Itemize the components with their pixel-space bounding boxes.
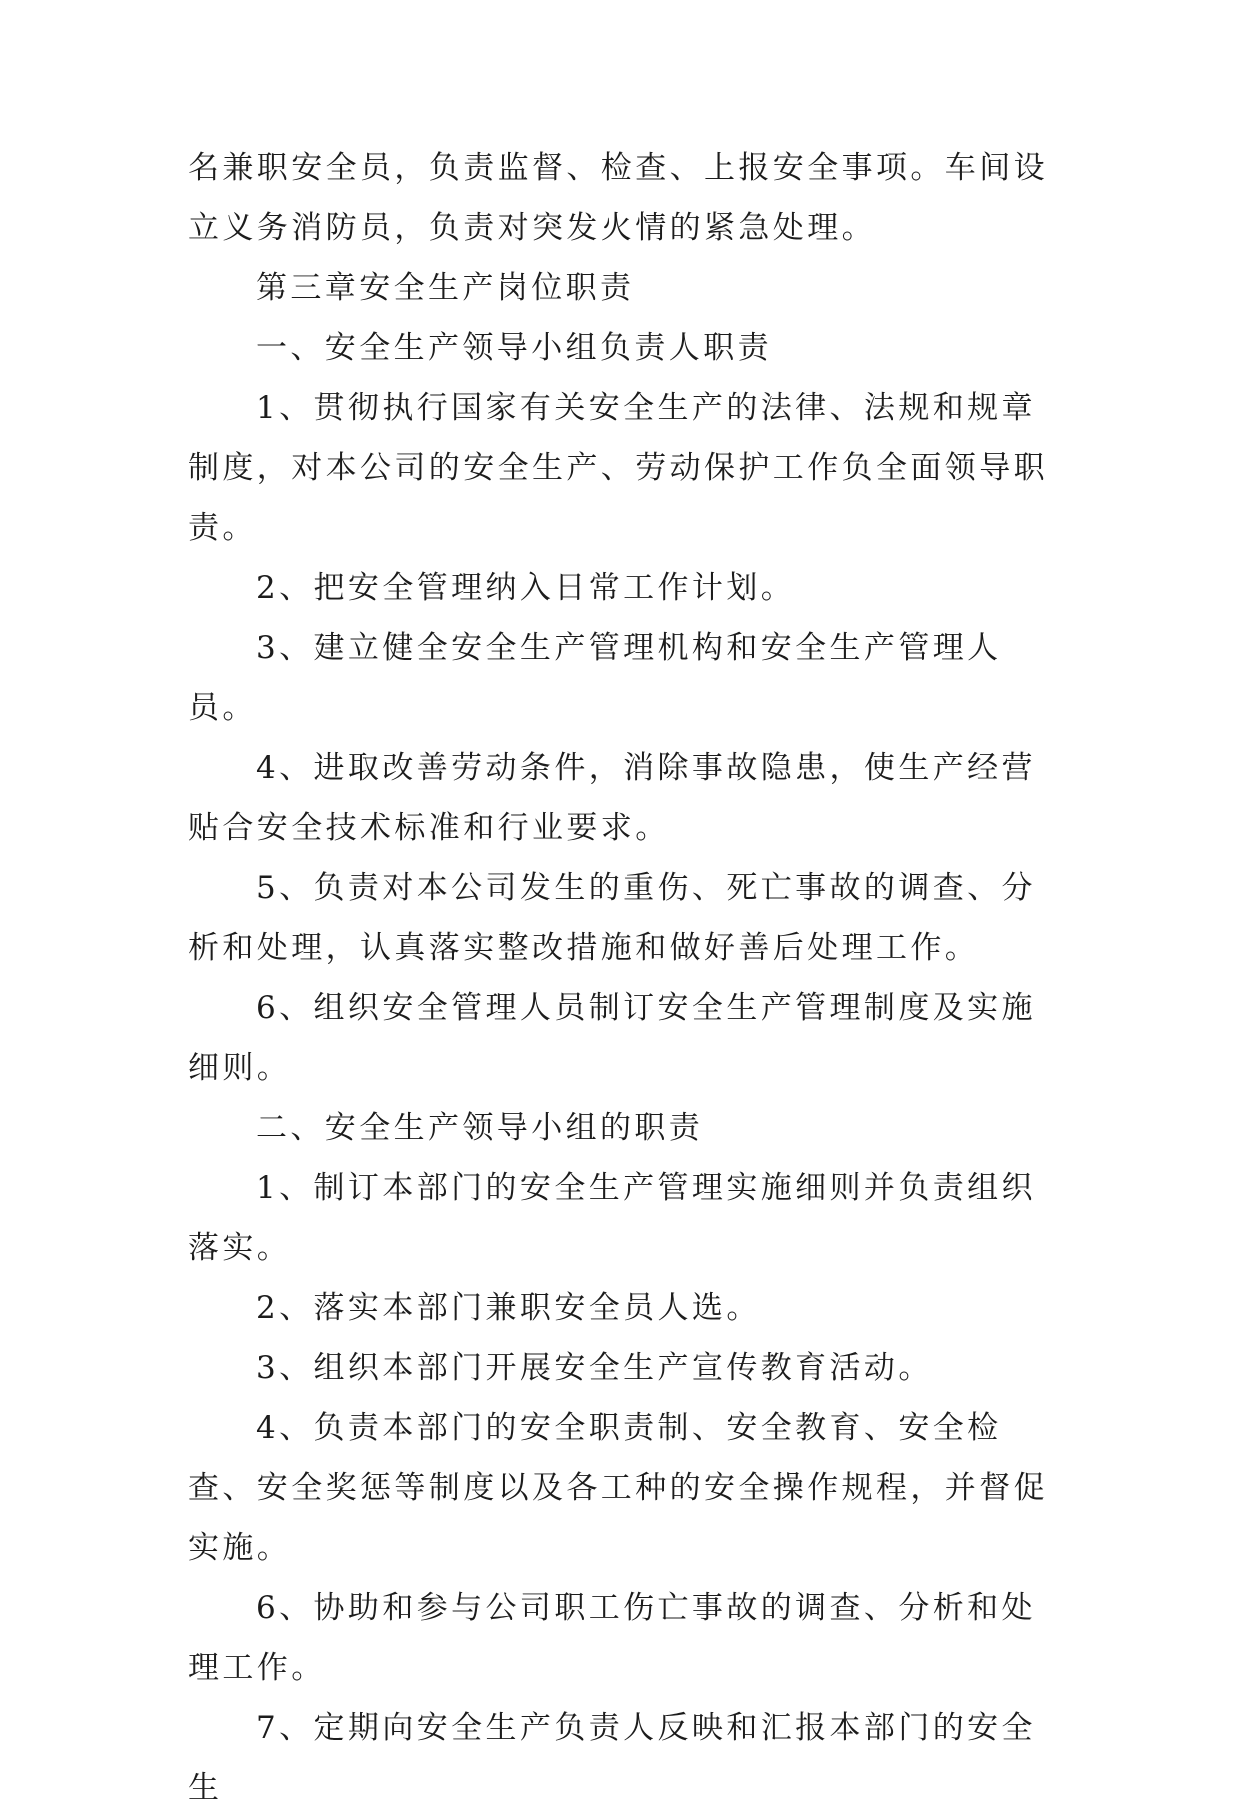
- list-item: 2、把安全管理纳入日常工作计划。: [256, 570, 796, 606]
- list-item: 7、定期向安全生产负责人反映和汇报本部门的安全生: [188, 1710, 1036, 1806]
- chapter-heading: 第三章安全生产岗位职责: [256, 270, 635, 306]
- list-item: 5、负责对本公司发生的重伤、死亡事故的调查、分析和处理，认真落实整改措施和做好善后处理工作。: [188, 870, 1036, 966]
- document-body: [188, 138, 1058, 1818]
- list-item: 6、组织安全管理人员制订安全生产管理制度及实施细则。: [188, 990, 1036, 1086]
- list-item: 4、进取改善劳动条件，消除事故隐患，使生产经营贴合安全技术标准和行业要求。: [188, 750, 1036, 846]
- section-heading-2: 二、安全生产领导小组的职责: [256, 1110, 704, 1146]
- section-heading-1: 一、安全生产领导小组负责人职责: [256, 330, 772, 366]
- paragraph-continuation: 名兼职安全员，负责监督、检查、上报安全事项。车间设立义务消防员，负责对突发火情的紧急处理。: [188, 150, 1048, 246]
- list-item: 4、负责本部门的安全职责制、安全教育、安全检查、安全奖惩等制度以及各工种的安全操作规程，并督促实施。: [188, 1410, 1048, 1566]
- list-item: 3、建立健全安全生产管理机构和安全生产管理人员。: [188, 630, 1002, 726]
- list-item: 6、协助和参与公司职工伤亡事故的调查、分析和处理工作。: [188, 1590, 1036, 1686]
- list-item: 3、组织本部门开展安全生产宣传教育活动。: [256, 1350, 933, 1386]
- list-item: 1、制订本部门的安全生产管理实施细则并负责组织落实。: [188, 1170, 1036, 1266]
- list-item: 1、贯彻执行国家有关安全生产的法律、法规和规章制度，对本公司的安全生产、劳动保护工作负全面领导职责。: [188, 390, 1048, 546]
- list-item: 2、落实本部门兼职安全员人选。: [256, 1290, 761, 1326]
